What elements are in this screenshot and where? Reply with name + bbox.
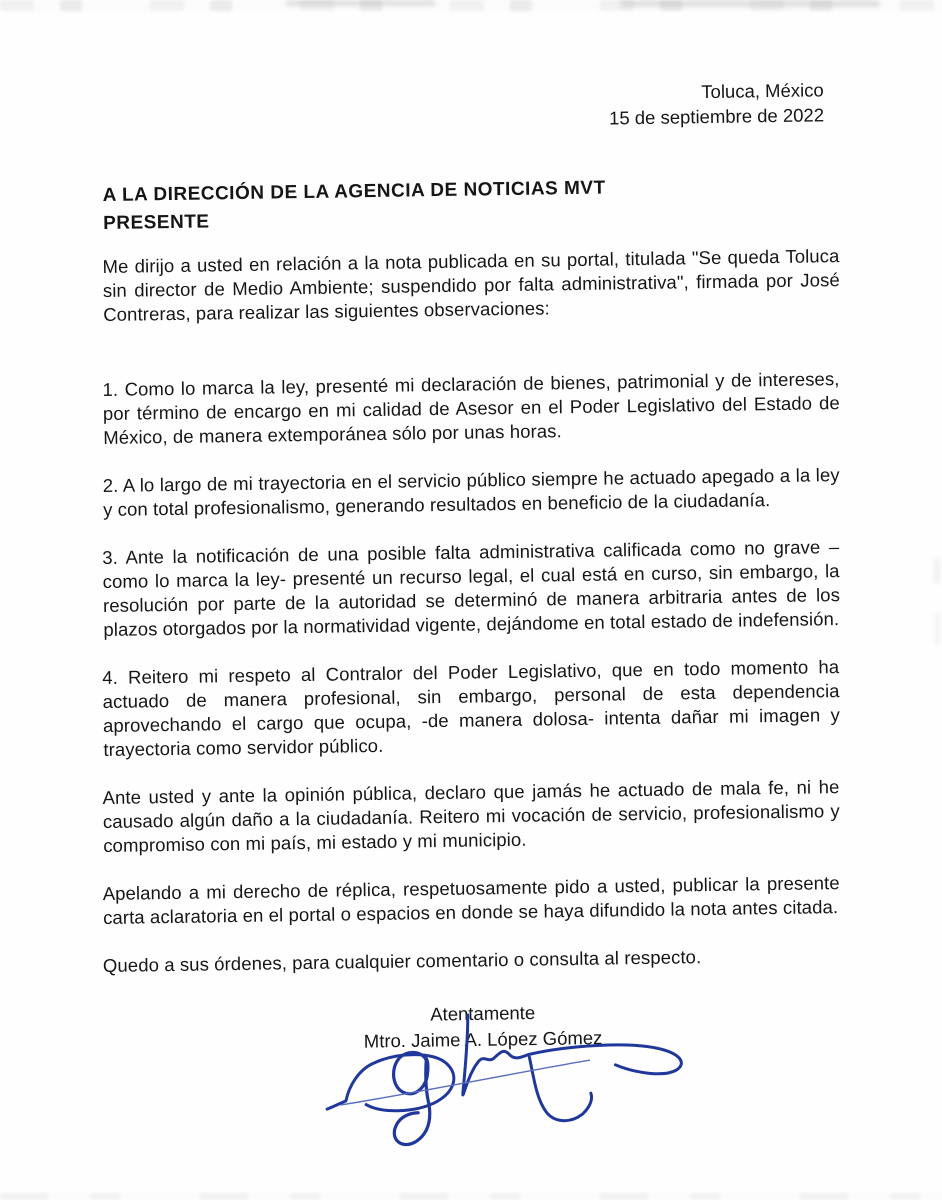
paragraph: 2. A lo largo de mi trayectoria en el servicio público siempre he actuado apegado a la ley y con total profesionalismo, generando resultados en beneficio de la ciudadanía. bbox=[102, 464, 840, 520]
recipient-line: A LA DIRECCIÓN DE LA AGENCIA DE NOTICIAS MVT bbox=[102, 177, 606, 207]
paragraph: 4. Reitero mi respeto al Contralor del Poder Legislativo, que en todo momento ha actuado de manera profesional, sin embargo, personal de esta dependencia aprovechando el cargo que ocupa, -de manera dolosa- intenta dañar mi imagen y trayectoria como servidor público. bbox=[102, 656, 841, 760]
closing-salutation: Atentamente bbox=[430, 1002, 536, 1025]
signature-stroke-g bbox=[393, 1052, 430, 1145]
scan-smudge-right-edge bbox=[935, 612, 940, 646]
dateline-date: 15 de septiembre de 2022 bbox=[608, 104, 825, 129]
paragraph: Quedo a sus órdenes, para cualquier comentario o consulta al respecto. bbox=[102, 946, 702, 976]
recipient-block bbox=[103, 171, 841, 238]
scan-smudge-right-edge bbox=[934, 558, 940, 584]
signature-stroke-oval bbox=[326, 1054, 454, 1112]
paragraph: Apelando a mi derecho de réplica, respetuosamente pido a usted, publicar la presente carta aclaratoria en el portal o espacios en donde se haya difundido la nota antes citada. bbox=[102, 872, 840, 928]
scan-artifact-bottom bbox=[0, 1193, 942, 1200]
paragraph: 1. Como lo marca la ley, presenté mi declaración de bienes, patrimonial y de intereses, por término de encargo en mi calidad de Asesor en el Poder Legislativo del Estado de México, de manera extemporánea sólo por unas horas. bbox=[102, 368, 840, 448]
letter-content bbox=[103, 0, 840, 1056]
body-paragraphs bbox=[102, 245, 841, 978]
paragraph: 3. Ante la notificación de una posible falta administrativa calificada como no grave –como lo marca la ley- presenté un recurso legal, el cual está en curso, sin embargo, la resolución por parte de la autoridad se determinó de manera arbitraria antes de los plazos otorgados por la normatividad vigente, dejándome en total estado de indefensión. bbox=[102, 536, 841, 640]
dateline-city: Toluca, México bbox=[701, 79, 824, 103]
paragraph: Ante usted y ante la opinión pública, declaro que jamás he actuado de mala fe, ni he causado algún daño a la ciudadanía. Reitero mi vocación de servicio, profesionalismo y compromiso con mi país, mi estado y mi municipio. bbox=[102, 776, 840, 856]
dateline bbox=[103, 77, 841, 138]
closing-block bbox=[268, 998, 699, 1056]
recipient-presente: PRESENTE bbox=[102, 211, 210, 234]
signer-name: Mtro. Jaime A. López Gómez bbox=[363, 1027, 603, 1052]
paragraph: Me dirijo a usted en relación a la nota publicada en su portal, titulada "Se queda Toluca sin director de Medio Ambiente; suspendido por falta administrativa", firmada por José Contreras, para realizar las siguientes observaciones: bbox=[102, 245, 840, 325]
handwritten-signature bbox=[296, 1032, 698, 1168]
